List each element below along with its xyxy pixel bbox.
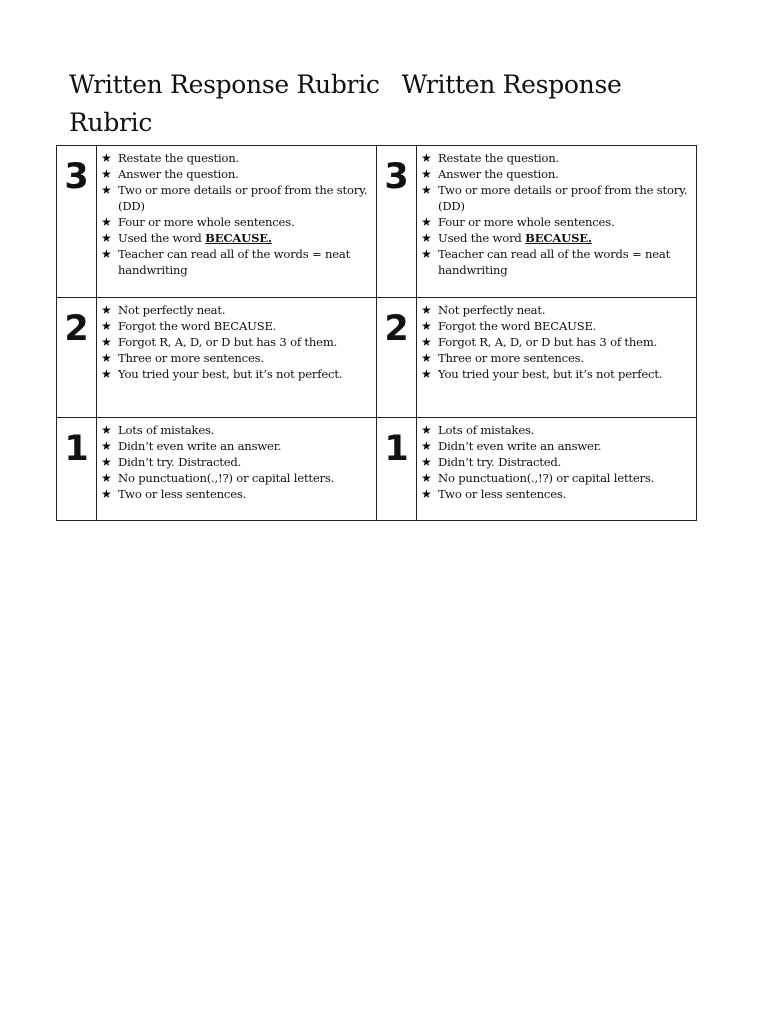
- criteria-text: Four or more whole sentences.: [438, 215, 615, 229]
- criteria-item: [101, 182, 370, 214]
- criteria-text: Teacher can read all of the words = neat handwriting: [118, 247, 351, 277]
- criteria-text: Forgot the word BECAUSE.: [438, 319, 597, 333]
- criteria-item: [101, 470, 370, 486]
- star-icon: ★: [101, 319, 112, 333]
- criteria-cell: [97, 298, 377, 418]
- criteria-emphasis: BECAUSE.: [525, 231, 592, 245]
- criteria-item: [421, 334, 690, 350]
- criteria-cell: [417, 298, 697, 418]
- score-cell: 2: [57, 298, 97, 418]
- criteria-item: [101, 350, 370, 366]
- criteria-text: Not perfectly neat.: [438, 303, 546, 317]
- criteria-item: [421, 150, 690, 166]
- criteria-text: Forgot R, A, D, or D but has 3 of them.: [118, 335, 338, 349]
- star-icon: ★: [421, 215, 432, 229]
- criteria-item: [421, 182, 690, 214]
- criteria-list: [417, 298, 696, 388]
- criteria-text: Didn’t try. Distracted.: [118, 455, 242, 469]
- star-icon: ★: [421, 231, 432, 245]
- criteria-text: No punctuation(.,!?) or capital letters.: [118, 471, 335, 485]
- rubric-row: [57, 298, 697, 418]
- criteria-text: Forgot R, A, D, or D but has 3 of them.: [438, 335, 658, 349]
- rubric-row: [57, 418, 697, 521]
- criteria-item: [421, 214, 690, 230]
- criteria-text: Didn’t try. Distracted.: [438, 455, 562, 469]
- criteria-text: Four or more whole sentences.: [118, 215, 295, 229]
- star-icon: ★: [421, 367, 432, 381]
- criteria-text: Three or more sentences.: [118, 351, 264, 365]
- criteria-item: [421, 246, 690, 278]
- criteria-item: [101, 246, 370, 278]
- criteria-list: [97, 298, 376, 388]
- criteria-item: [421, 166, 690, 182]
- score-cell: 2: [377, 298, 417, 418]
- star-icon: ★: [421, 455, 432, 469]
- criteria-item: [101, 366, 370, 382]
- criteria-item: [421, 230, 690, 246]
- criteria-text: Restate the question.: [438, 151, 559, 165]
- star-icon: ★: [101, 367, 112, 381]
- criteria-list: [417, 418, 696, 508]
- criteria-item: [421, 350, 690, 366]
- criteria-item: [421, 302, 690, 318]
- criteria-text: Answer the question.: [118, 167, 239, 181]
- criteria-text: Two or more details or proof from the story. (DD): [438, 183, 688, 213]
- title-right: Written Response Rubric: [69, 70, 622, 137]
- title-left: Written Response Rubric: [69, 70, 380, 99]
- criteria-text: Answer the question.: [438, 167, 559, 181]
- criteria-item: [421, 422, 690, 438]
- star-icon: ★: [421, 167, 432, 181]
- criteria-text: You tried your best, but it’s not perfect.: [438, 367, 663, 381]
- criteria-item: [101, 454, 370, 470]
- criteria-list: [97, 418, 376, 508]
- score-cell: 3: [57, 146, 97, 298]
- star-icon: ★: [421, 487, 432, 501]
- star-icon: ★: [421, 319, 432, 333]
- criteria-text: Used the word: [118, 231, 206, 245]
- star-icon: ★: [101, 423, 112, 437]
- criteria-text: Two or less sentences.: [118, 487, 247, 501]
- criteria-text: You tried your best, but it’s not perfect.: [118, 367, 343, 381]
- star-icon: ★: [421, 303, 432, 317]
- star-icon: ★: [421, 439, 432, 453]
- criteria-cell: [97, 418, 377, 521]
- star-icon: ★: [421, 335, 432, 349]
- criteria-item: [101, 422, 370, 438]
- criteria-item: [101, 318, 370, 334]
- criteria-emphasis: BECAUSE.: [205, 231, 272, 245]
- star-icon: ★: [101, 439, 112, 453]
- criteria-cell: [417, 418, 697, 521]
- criteria-text: No punctuation(.,!?) or capital letters.: [438, 471, 655, 485]
- criteria-text: Used the word: [438, 231, 526, 245]
- score-cell: 1: [377, 418, 417, 521]
- star-icon: ★: [421, 151, 432, 165]
- star-icon: ★: [421, 183, 432, 197]
- criteria-list: [417, 146, 696, 284]
- criteria-list: [97, 146, 376, 284]
- criteria-cell: [417, 146, 697, 298]
- criteria-item: [101, 214, 370, 230]
- criteria-item: [421, 366, 690, 382]
- star-icon: ★: [421, 351, 432, 365]
- criteria-text: Lots of mistakes.: [118, 423, 215, 437]
- criteria-item: [101, 486, 370, 502]
- star-icon: ★: [101, 215, 112, 229]
- criteria-item: [101, 302, 370, 318]
- criteria-text: Teacher can read all of the words = neat handwriting: [438, 247, 671, 277]
- score-cell: 3: [377, 146, 417, 298]
- star-icon: ★: [421, 247, 432, 261]
- star-icon: ★: [101, 247, 112, 261]
- criteria-item: [421, 486, 690, 502]
- criteria-text: Not perfectly neat.: [118, 303, 226, 317]
- star-icon: ★: [101, 151, 112, 165]
- star-icon: ★: [421, 423, 432, 437]
- criteria-text: Two or less sentences.: [438, 487, 567, 501]
- criteria-item: [421, 318, 690, 334]
- criteria-item: [421, 438, 690, 454]
- star-icon: ★: [101, 351, 112, 365]
- criteria-item: [101, 438, 370, 454]
- star-icon: ★: [101, 335, 112, 349]
- star-icon: ★: [101, 167, 112, 181]
- criteria-text: Two or more details or proof from the story. (DD): [118, 183, 368, 213]
- criteria-text: Lots of mistakes.: [438, 423, 535, 437]
- rubric-row: [57, 146, 697, 298]
- star-icon: ★: [101, 303, 112, 317]
- page-title: [69, 66, 669, 142]
- criteria-item: [421, 454, 690, 470]
- criteria-item: [101, 230, 370, 246]
- criteria-text: Didn’t even write an answer.: [118, 439, 282, 453]
- criteria-item: [421, 470, 690, 486]
- criteria-item: [101, 150, 370, 166]
- star-icon: ★: [421, 471, 432, 485]
- criteria-text: Restate the question.: [118, 151, 239, 165]
- rubric-table: [56, 145, 697, 521]
- star-icon: ★: [101, 487, 112, 501]
- criteria-item: [101, 334, 370, 350]
- star-icon: ★: [101, 183, 112, 197]
- star-icon: ★: [101, 471, 112, 485]
- criteria-cell: [97, 146, 377, 298]
- score-cell: 1: [57, 418, 97, 521]
- criteria-text: Three or more sentences.: [438, 351, 584, 365]
- star-icon: ★: [101, 455, 112, 469]
- criteria-item: [101, 166, 370, 182]
- criteria-text: Didn’t even write an answer.: [438, 439, 602, 453]
- star-icon: ★: [101, 231, 112, 245]
- criteria-text: Forgot the word BECAUSE.: [118, 319, 277, 333]
